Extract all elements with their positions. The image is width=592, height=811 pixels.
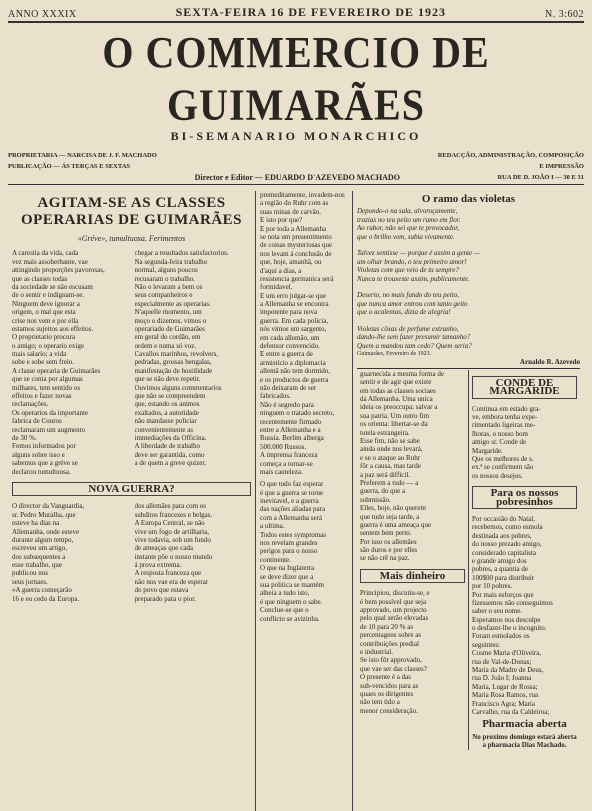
text-line: guerra é uma ameaça que [360, 520, 432, 529]
text-line: effeitos e fazer novas [12, 392, 72, 401]
poem-place-date: Guimarães, Fevereiro de 1923. [357, 351, 432, 358]
text-line: crise nos vem e por ella [12, 316, 79, 325]
text-line: sr. Pedro Muralha, que [12, 510, 76, 519]
text-line: dando-lhe sem fazer presumir tamanho? [357, 333, 471, 342]
text-line: entre a Allemanha e a [260, 425, 321, 434]
text-line: O director da Vanguardia, [12, 502, 85, 511]
text-line: Talvez sentisse — porque é assim a gente — [357, 249, 481, 258]
text-line: fôr a causa, mas tarde [360, 462, 421, 471]
text-line: o desfazer-lhe o incognito. [472, 624, 547, 633]
column-3-split [357, 370, 580, 750]
text-line: e industrial. [360, 647, 394, 656]
text-line: com a Allemanha será [260, 513, 323, 522]
text-line: que, hoje, amanhã, ou [260, 258, 322, 267]
more-money-text [360, 589, 465, 715]
text-line: Maria, Lugar de Rossa; [472, 682, 538, 691]
column-2-text [260, 191, 348, 476]
text-line: ninguem o tratado secreto, [260, 409, 335, 418]
masthead-title: O COMMERCIO DE GUIMARÃES [102, 27, 490, 130]
text-line: em geral do cordão, em [134, 333, 201, 342]
text-line: sentem bem perto. [360, 529, 412, 538]
text-line: lhoras, o nosso bom [472, 429, 528, 438]
text-line: Por isso os allemães [360, 537, 417, 546]
text-line: reclamaram um augmento [12, 425, 86, 434]
text-line: vive um fogo de artilharia, [134, 527, 209, 536]
info-left [8, 150, 157, 183]
text-line: ideia os preoccupa: salvar a [360, 403, 438, 412]
poem-body [357, 207, 580, 350]
article-1-subheading: «Gréve», tumultuosa. Ferimentos [77, 234, 186, 243]
text-line: resistencia germanica será [260, 274, 334, 283]
text-line: e os productos de guerra [260, 375, 329, 384]
text-line: Preferem a tudo — a [360, 478, 419, 487]
text-line: a região do Ruhr com as [260, 199, 329, 208]
text-line: O que tudo faz esperar [260, 480, 324, 489]
text-line: Fomos informados por [12, 442, 76, 451]
text-line: sentir e de agir que existe [360, 378, 432, 387]
text-line: reclamações. [12, 400, 49, 409]
text-line: ve, embora tenha expe- [472, 413, 538, 422]
text-line: nos revelam grandes [260, 539, 318, 548]
more-money-headline: Mais dinheiro [360, 569, 465, 583]
text-line: Conclue-se que o [260, 606, 309, 615]
publication-line: PUBLICAÇÃO — ÁS TERÇAS E SEXTAS [8, 163, 131, 170]
text-line: conflicto se avizinha. [260, 614, 320, 623]
text-line: Todos estes symptomas [260, 530, 327, 539]
text-line: convenientemente as [134, 425, 194, 434]
top-line [8, 0, 584, 20]
text-line: guarnecida a mesma forma de [360, 369, 444, 378]
text-line: que as classes todas [12, 274, 68, 283]
text-line: Maria da Madre de Deus, [472, 666, 544, 675]
text-line: da Allemanha. Uma unica [360, 395, 433, 404]
text-line: Elles, hoje, não querem [360, 504, 426, 513]
text-line: ordem e numa só voz. [134, 341, 197, 350]
text-line: que não se compreendem [134, 392, 206, 401]
text-line: Violetas côxas de perfume extranho, [357, 324, 459, 333]
text-line: guerra, do que a [360, 487, 406, 496]
text-line: armistício a diplomacia [260, 358, 326, 367]
text-line: Na segunda-feira trabalho [134, 257, 208, 266]
text-line: destinada aos pobres, [472, 531, 532, 540]
text-line: premeditamente, invadem-nos [260, 191, 345, 199]
director-line: Director e Editor — EDUARDO D'AZEVEDO MACHADO [194, 173, 400, 182]
info-bar [8, 150, 584, 183]
text-line: percentagens sobre as [360, 631, 422, 640]
text-line: normal, alguns poucos [134, 266, 198, 275]
text-line: são duros e por elles [360, 546, 418, 555]
address-line: RUA DE D. JOÃO I — 30 E 31 [497, 174, 584, 181]
text-line: fizessemos não conseguimos [472, 598, 553, 607]
text-line: amigo sr. Conde de [472, 438, 527, 447]
text-line: vive todavia, sob um fundo [134, 535, 211, 544]
text-line: deve ser garantida, como [134, 450, 205, 459]
text-line: seus jornaes. [12, 577, 48, 586]
text-line: não tem tido a [360, 698, 400, 707]
article-1-headline: AGITAM-SE AS CLASSES OPERARIAS DE GUIMARÃES [20, 195, 243, 228]
text-line: de ameaças que cada [134, 544, 193, 553]
text-line: inevitavel, e a guerra [260, 497, 319, 506]
text-line: das nações aliadas para [260, 505, 326, 514]
text-line: nos levam á conclusão de [260, 249, 332, 258]
text-line: Quem a mandou tam cedo? Quem seria? [357, 341, 472, 350]
column-2-text-b [260, 480, 348, 623]
text-line: chegar a resultados satisfactorios. [134, 249, 229, 258]
text-line: A carestia da vida, cada [12, 249, 79, 258]
text-line: fabrica de Couros [12, 417, 62, 426]
text-line: alguns sobre isso e [12, 450, 65, 459]
article-1-right [135, 249, 252, 476]
text-line: Esperamos nos desculpe [472, 615, 541, 624]
text-line: Foram esmolados os [472, 632, 530, 641]
text-line: Os operarios da importante [12, 408, 89, 417]
issue-number: N. 3:602 [545, 9, 584, 20]
text-line: E um erro julgar-se que [260, 291, 326, 300]
text-line: defensor convencido. [260, 342, 320, 351]
poor-headline: Para os nossos pobresinhos [472, 486, 577, 509]
text-line: perigos para o nosso [260, 547, 318, 556]
text-line: Por mais esforços que [472, 590, 534, 599]
text-line: rua de Val-de-Donas; [472, 657, 532, 666]
text-line: immediações da Officina. [134, 434, 207, 442]
text-line: em cada allemão, um [260, 333, 320, 342]
text-line: O presente é a das [360, 673, 411, 682]
text-line: que se não deve repetir. [134, 375, 201, 384]
columns [8, 191, 584, 811]
text-line: dos subsequentes a [12, 552, 66, 561]
text-line: do nosso prezado amigo, [472, 540, 542, 549]
text-line: 500.000 Russos. [260, 442, 307, 451]
text-line: sua politica se mantém [260, 580, 324, 589]
proprietor-line: PROPRIETARIA — NARCISA DE J. F. MACHADO [8, 152, 157, 159]
text-line: se deve dizer que a [260, 572, 314, 581]
poem-title: O ramo das violetas [421, 193, 516, 205]
text-line [357, 316, 580, 324]
text-line: operariado de Guimarães [134, 324, 205, 333]
year-label: ANNO XXXIX [8, 9, 77, 20]
text-line: Se isto fôr approvado, [360, 656, 422, 665]
text-line: seguintes: [472, 640, 500, 649]
text-line: Que os melhores de s. [472, 455, 534, 464]
text-line [357, 241, 580, 249]
text-line: attingindo proporções pavorosas, [12, 266, 105, 275]
text-line: impotente para nova [260, 308, 318, 317]
text-line: Allemanha, onde esteve [12, 527, 80, 536]
text-line: submissão. [360, 495, 391, 504]
text-line: Cavallos marinhos, revolvers, [134, 350, 219, 359]
text-line: continente. [260, 555, 291, 564]
text-line: declarou tumultuosa. [12, 467, 71, 476]
text-line: milhares, tem sentido os [12, 383, 81, 392]
text-line: formidavel. [260, 283, 293, 292]
info-right [438, 150, 584, 183]
text-line: esse trabalho, que [12, 561, 62, 570]
text-line: a ultima. [260, 522, 285, 531]
text-line: Continua em estado gra- [472, 404, 541, 413]
text-line: durante algum tempo, [12, 535, 74, 544]
text-line: seus companheiros e [134, 291, 193, 300]
text-line: instante põe o nosso mundo [134, 552, 213, 561]
column-2 [256, 191, 353, 811]
text-line: do povo que estava [134, 586, 189, 595]
text-line: Ouvimos alguns commentarios [134, 383, 222, 392]
text-line: Não o levaram a bem os [134, 282, 203, 291]
text-line: á prova extrema. [134, 561, 182, 570]
issue-date: SEXTA-FEIRA 16 DE FEVEREIRO DE 1923 [175, 5, 447, 19]
text-line: O que na Inglaterra [260, 564, 315, 573]
article-1-left [12, 249, 129, 476]
text-line: que nunca amor entrou com tanto geito [357, 299, 468, 308]
text-line: sub-vencidos para as [360, 681, 419, 690]
text-line: manifestação de hostilidade [134, 366, 213, 375]
article-2-left [12, 502, 129, 603]
text-line: o amigo; o operario exige [12, 341, 84, 350]
text-line: E isto por que? [260, 216, 303, 225]
pharmacy-headline: Pharmacia aberta [482, 718, 567, 731]
text-line: Não é segredo para [260, 400, 314, 409]
text-line: d'aqui a dias, a [260, 266, 302, 275]
text-line: é que a guerra se torne [260, 488, 324, 497]
column-3-left-text [360, 370, 465, 563]
text-line: dos allemães para com os [134, 502, 207, 511]
text-line: recusaram o trabalho. [134, 274, 195, 283]
text-line: menor consideração. [360, 706, 418, 715]
article-1-body [12, 249, 251, 476]
text-line: estamos sujeitos aos effeitos. [12, 324, 94, 333]
text-line: publicou nos [12, 569, 48, 578]
text-line: os nossos desejos. [472, 471, 523, 480]
article-2-right [135, 502, 252, 603]
text-line: é bem possível que seja [360, 597, 427, 606]
text-line: de coisas mysteriosas que [260, 241, 333, 250]
text-line: ex.ª se confirmem são [472, 463, 534, 472]
text-line: allemã não tem dormido, [260, 367, 330, 376]
text-line: um olhar brando, o teu primeiro amor! [357, 257, 467, 266]
text-line: não deixaram de ser [260, 383, 317, 392]
text-line: que vae ser das classes? [360, 664, 427, 673]
article-2-body [12, 502, 251, 603]
column-3-left [357, 370, 469, 750]
text-line: «A guerra começarão [12, 586, 72, 595]
text-line: Nunca te trouxeste assim, publicamente. [357, 274, 470, 283]
text-line: nós vimos um sargento, [260, 325, 327, 334]
text-line: Cosme Maria d'Oliveira, [472, 649, 542, 658]
poem-rule [357, 368, 580, 369]
impression-line: E IMPRESSÃO [539, 163, 584, 170]
text-line: sua patria. Um outro fim [360, 411, 430, 420]
text-line: por 10 pobres. [472, 582, 513, 591]
conde-headline: CONDE DE MARGARIDE [472, 376, 577, 399]
text-line: approvado, um projecto [360, 606, 427, 615]
text-line: em todas as classes sociaes [360, 386, 436, 395]
poem-author: Arnaldo R. Azevedo [519, 358, 580, 367]
text-line: Esse fim, não se sabe [360, 436, 420, 445]
text-line: moço o dizemos, vimos o [134, 316, 207, 325]
text-line: os orienta: libertar-se da [360, 420, 428, 429]
text-line: N'aquelle momento, um [134, 308, 202, 317]
text-line: vez mais assoberbante, vae [12, 257, 88, 266]
top-rule [8, 21, 584, 23]
text-line: esteve ha dias na [12, 519, 60, 528]
conde-text [472, 405, 577, 481]
text-line: mais salario; a vida [12, 350, 67, 359]
text-line: E entre a guerra de [260, 350, 313, 359]
text-line: a paz será difficil. [360, 470, 411, 479]
text-line: não nos vae era de esperar [134, 577, 209, 586]
text-line: preparado para o pior. [134, 594, 196, 603]
text-line: de 30 %. [12, 434, 37, 442]
info-rule [8, 184, 584, 185]
text-line: e grande amigo dos [472, 556, 527, 565]
text-line: origem, o mal que esta [12, 308, 76, 317]
text-line: Deserto, no mais fundo do teu peito, [357, 291, 459, 300]
text-line: pobres, a quantia de [472, 565, 528, 574]
article-2-headline: NOVA GUERRA? [12, 482, 251, 496]
text-line: E por toda a Allemanha [260, 224, 327, 233]
text-line: fabricados. [260, 392, 291, 401]
text-line: pedradas, grossas bengalas, [134, 358, 212, 367]
text-line: começa a tornar-se [260, 459, 313, 468]
text-line: sabemos que a gréve se [12, 459, 78, 468]
text-line: da sociedade se não escusam [12, 282, 93, 291]
column-3-right [469, 370, 580, 750]
text-line: tutela estrangeira. [360, 428, 410, 437]
text-line: de 10 para 20 % as [360, 622, 414, 631]
text-line: Carvalho, rua da Caldeiroa; [472, 707, 550, 716]
text-line: A classe operaria de Guimarães [12, 366, 101, 375]
text-line [357, 283, 580, 291]
text-line: suas minas de carvão. [260, 207, 322, 216]
pharmacy-text: No proximo domingo estará aberta a pharmacia Dias Machado. [472, 732, 577, 750]
text-line: subditos francezes e belgas. [134, 510, 213, 519]
text-line: O proprietario procura [12, 333, 75, 342]
text-line: Ao rubor, não sei que te provocador, [357, 224, 460, 233]
text-line: recebemos, como esmola [472, 523, 543, 532]
text-line: não mandasse policiar [134, 417, 197, 426]
column-3 [353, 191, 584, 811]
text-line: contribuições predial [360, 639, 419, 648]
text-line: se não crê na paz. [360, 554, 410, 563]
text-line: é que ninguem o sabe. [260, 597, 323, 606]
text-line: Violetas com que veio de tu sempre? [357, 266, 459, 275]
column-1 [8, 191, 256, 811]
text-line: A Europa Central, se não [134, 519, 205, 528]
text-line: Ninguem deve ignorar a [12, 299, 80, 308]
text-line: que, estando os animos [134, 400, 200, 409]
text-line: 16 e eu cedo da Europa. [12, 594, 80, 603]
text-line: considerado capitalista [472, 548, 536, 557]
text-line: Principiou, discutiu-se, e [360, 589, 430, 598]
text-line: que o brilho vem, subia vivamente. [357, 232, 455, 241]
text-line: de o sentir e indignam-se. [12, 291, 85, 300]
text-line: sobe e sobe sem freio. [12, 358, 75, 367]
text-line: se nota um presentimento [260, 232, 332, 241]
text-line: Russia. Berlim alberga [260, 434, 324, 443]
text-line: que se conta por algumas [12, 375, 83, 384]
text-line: guerra. Em cada policia, [260, 316, 329, 325]
text-line: Por occasião do Natal, [472, 515, 535, 523]
text-line: alheia a tudo isto, [260, 589, 310, 598]
text-line: A liberdade de trabalho [134, 442, 201, 451]
text-line: e se o ataque ao Ruhr [360, 453, 421, 462]
text-line: Depondo-o na sala, alvoroçamente, [357, 207, 458, 216]
text-line: A resposta franceza que [134, 569, 202, 578]
text-line: exaltados, a autoridade [134, 408, 199, 417]
text-line: Francisco Agra; Maria [472, 699, 535, 708]
text-line: saber o seu nome. [472, 607, 523, 616]
text-line: pelo qual serão elevadas [360, 614, 429, 623]
text-line: ainda onde nos levará, [360, 445, 423, 454]
text-line: mais cauteleza. [260, 467, 303, 476]
text-line: Margaride. [472, 446, 503, 455]
text-line: especialmente as operarias. [134, 299, 211, 308]
text-line: 100$00 para distribuir [472, 573, 535, 582]
text-line: que o acalentas, dizia de alegria! [357, 308, 451, 317]
poor-text [472, 515, 577, 716]
text-line: rua D. João I; Joanna [472, 674, 532, 683]
text-line: que tudo seja tarde, a [360, 512, 420, 521]
text-line: A imprensa franceza [260, 451, 318, 460]
text-line: a Allemanha se encontra [260, 300, 329, 309]
text-line: quaes os dirigentes [360, 689, 414, 698]
text-line: Maria Rosa Ramos, rua [472, 691, 539, 700]
text-line: escreveu um artigo, [12, 544, 68, 553]
text-line: rimentado ligeiras me- [472, 421, 536, 430]
text-line: a de quem a greve quizer. [134, 459, 207, 468]
masthead-subtitle: BI-SEMANARIO MONARCHICO [170, 129, 422, 143]
text-line: recentemente firmado [260, 417, 322, 426]
text-line: trazias no teu peito um ramo em flor. [357, 215, 461, 224]
redaction-line: REDACÇÃO, ADMINISTRAÇÃO, COMPOSIÇÃO [437, 152, 584, 159]
